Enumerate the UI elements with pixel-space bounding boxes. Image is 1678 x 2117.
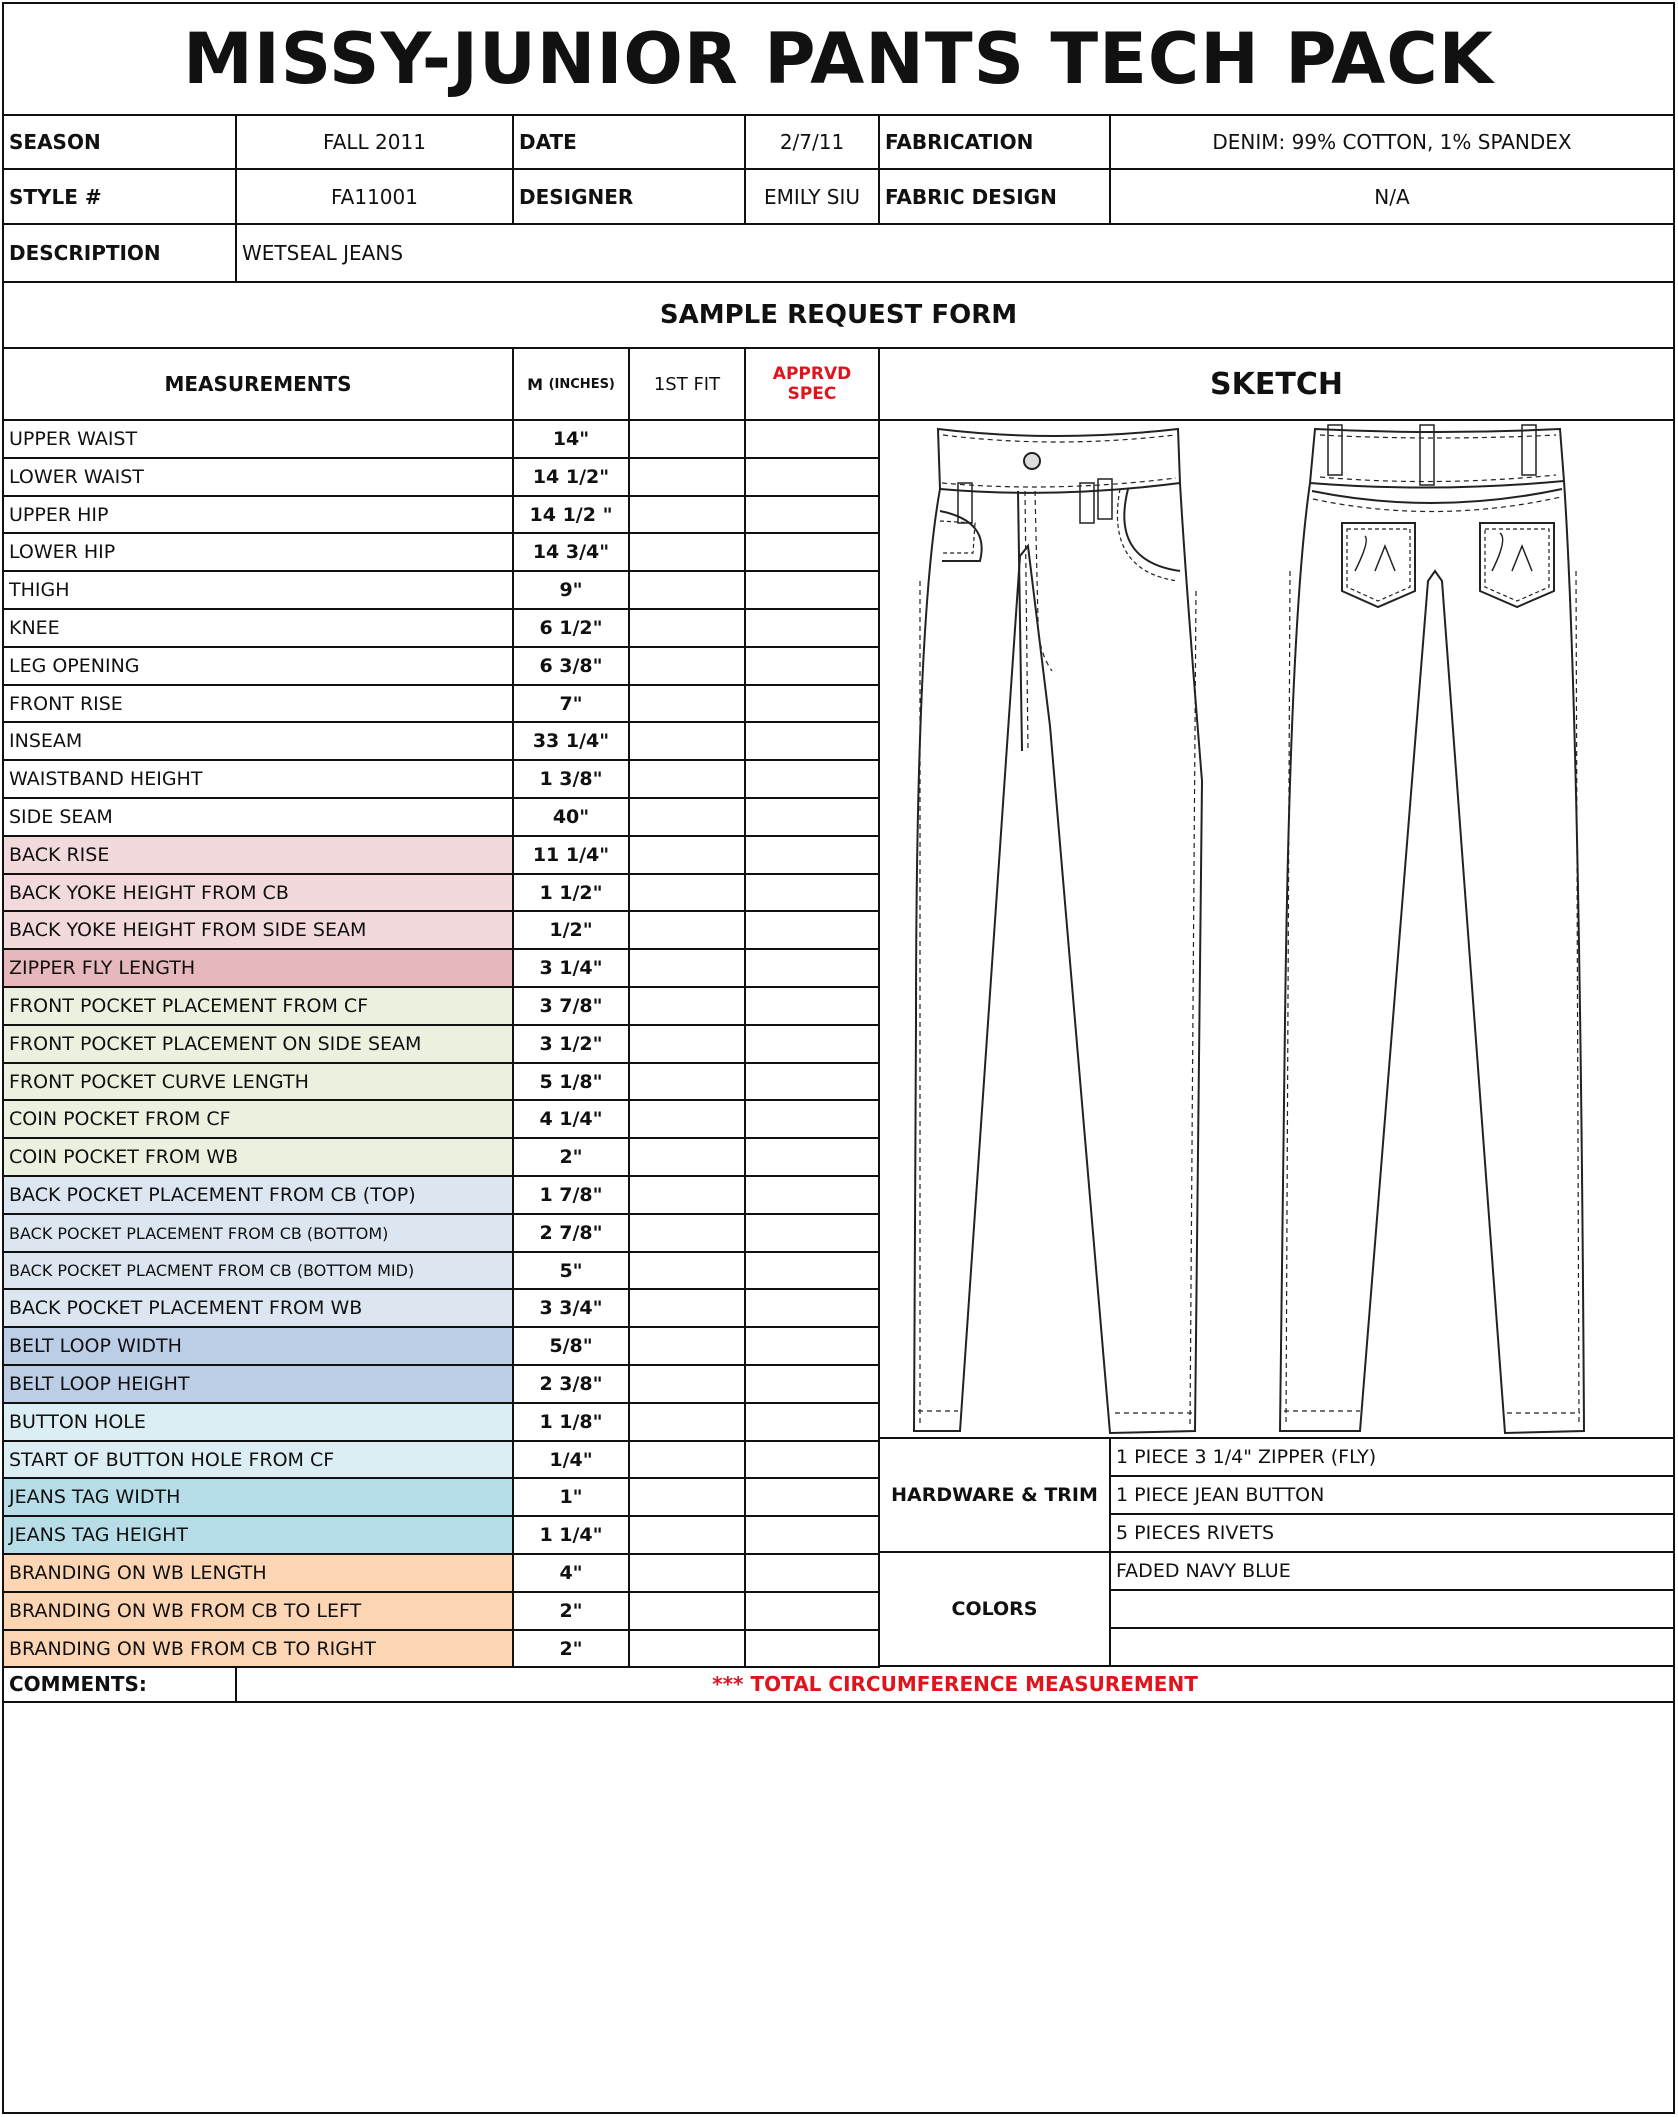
measurement-value: 5/8" xyxy=(514,1328,630,1366)
approved-spec-cell[interactable] xyxy=(746,610,880,648)
first-fit-cell[interactable] xyxy=(630,875,746,912)
approved-spec-cell[interactable] xyxy=(746,1064,880,1101)
approved-spec-cell[interactable] xyxy=(746,1479,880,1517)
hardware-item: 1 PIECE JEAN BUTTON xyxy=(1111,1477,1673,1515)
colors-label: COLORS xyxy=(880,1553,1111,1667)
measurement-name: UPPER WAIST xyxy=(4,421,514,459)
measurement-name: FRONT RISE xyxy=(4,686,514,723)
approved-spec-header xyxy=(746,349,880,421)
measurement-name: INSEAM xyxy=(4,723,514,761)
first-fit-cell[interactable] xyxy=(630,1064,746,1101)
designer-value: EMILY SIU xyxy=(746,170,880,225)
measurement-name: BACK POCKET PLACEMENT FROM CB (TOP) xyxy=(4,1177,514,1215)
measurement-name: FRONT POCKET PLACEMENT ON SIDE SEAM xyxy=(4,1026,514,1064)
season-value: FALL 2011 xyxy=(237,116,514,170)
measurement-name: BELT LOOP WIDTH xyxy=(4,1328,514,1366)
approved-spec-cell[interactable] xyxy=(746,1139,880,1177)
measurement-name: BELT LOOP HEIGHT xyxy=(4,1366,514,1404)
color-item xyxy=(1111,1591,1673,1629)
approved-spec-cell[interactable] xyxy=(746,421,880,459)
measurement-name: KNEE xyxy=(4,610,514,648)
sketch-area xyxy=(880,421,1673,1439)
measurement-value: 9" xyxy=(514,572,630,610)
measurement-value: 1" xyxy=(514,1479,630,1517)
approved-spec-cell[interactable] xyxy=(746,1328,880,1366)
measurement-name: UPPER HIP xyxy=(4,497,514,534)
measurements-header: MEASUREMENTS xyxy=(4,349,514,421)
color-item: FADED NAVY BLUE xyxy=(1111,1553,1673,1591)
form-title: SAMPLE REQUEST FORM xyxy=(4,283,1673,349)
measurement-name: COIN POCKET FROM CF xyxy=(4,1101,514,1139)
tech-pack-sheet xyxy=(2,2,1675,2114)
first-fit-cell[interactable] xyxy=(630,572,746,610)
measurement-name: COIN POCKET FROM WB xyxy=(4,1139,514,1177)
measurement-name: BRANDING ON WB FROM CB TO LEFT xyxy=(4,1593,514,1631)
first-fit-cell[interactable] xyxy=(630,648,746,686)
measurement-name: THIGH xyxy=(4,572,514,610)
first-fit-cell[interactable] xyxy=(630,1593,746,1631)
first-fit-cell[interactable] xyxy=(630,1631,746,1668)
measurement-name: BACK YOKE HEIGHT FROM CB xyxy=(4,875,514,912)
first-fit-cell[interactable] xyxy=(630,723,746,761)
hardware-item: 1 PIECE 3 1/4" ZIPPER (FLY) xyxy=(1111,1439,1673,1477)
color-item xyxy=(1111,1629,1673,1667)
measurement-value: 4" xyxy=(514,1555,630,1593)
approved-spec-cell[interactable] xyxy=(746,1593,880,1631)
measurement-value: 7" xyxy=(514,686,630,723)
first-fit-cell[interactable] xyxy=(630,610,746,648)
measurement-name: BUTTON HOLE xyxy=(4,1404,514,1442)
first-fit-cell[interactable] xyxy=(630,1328,746,1366)
measurement-value: 2 7/8" xyxy=(514,1215,630,1253)
description-value: WETSEAL JEANS xyxy=(237,225,1673,283)
measurement-value: 1/4" xyxy=(514,1442,630,1479)
first-fit-cell[interactable] xyxy=(630,1177,746,1215)
first-fit-cell[interactable] xyxy=(630,1555,746,1593)
measurement-value: 11 1/4" xyxy=(514,837,630,875)
measurement-value: 4 1/4" xyxy=(514,1101,630,1139)
approved-spec-cell[interactable] xyxy=(746,1517,880,1555)
measurement-value: 3 1/2" xyxy=(514,1026,630,1064)
measurement-value: 14 1/2 " xyxy=(514,497,630,534)
comments-area[interactable] xyxy=(4,1703,1673,2112)
front-view-sketch xyxy=(914,429,1202,1433)
measurement-value: 1 3/8" xyxy=(514,761,630,799)
approved-spec-cell[interactable] xyxy=(746,988,880,1026)
measurement-value: 1 7/8" xyxy=(514,1177,630,1215)
measurement-value: 3 7/8" xyxy=(514,988,630,1026)
measurement-name: BACK POCKET PLACEMENT FROM CB (BOTTOM) xyxy=(4,1215,514,1253)
approved-spec-cell[interactable] xyxy=(746,1253,880,1290)
measurement-name: FRONT POCKET PLACEMENT FROM CF xyxy=(4,988,514,1026)
approved-spec-cell[interactable] xyxy=(746,875,880,912)
approved-spec-cell[interactable] xyxy=(746,1290,880,1328)
measurement-name: LOWER HIP xyxy=(4,534,514,572)
measurement-name: FRONT POCKET CURVE LENGTH xyxy=(4,1064,514,1101)
approved-spec-cell[interactable] xyxy=(746,912,880,950)
approved-spec-cell[interactable] xyxy=(746,1215,880,1253)
measurement-value: 40" xyxy=(514,799,630,837)
approved-spec-cell[interactable] xyxy=(746,459,880,497)
measurement-name: LEG OPENING xyxy=(4,648,514,686)
approved-spec-cell[interactable] xyxy=(746,950,880,988)
measurement-name: LOWER WAIST xyxy=(4,459,514,497)
first-fit-cell[interactable] xyxy=(630,1101,746,1139)
size-unit: (INCHES) xyxy=(548,376,615,392)
designer-label: DESIGNER xyxy=(514,170,746,225)
measurement-name: SIDE SEAM xyxy=(4,799,514,837)
approved-spec-cell[interactable] xyxy=(746,1101,880,1139)
approved-spec-cell[interactable] xyxy=(746,1177,880,1215)
measurement-value: 5 1/8" xyxy=(514,1064,630,1101)
approved-spec-cell[interactable] xyxy=(746,837,880,875)
measurement-value: 1/2" xyxy=(514,912,630,950)
approved-spec-cell[interactable] xyxy=(746,799,880,837)
measurement-name: START OF BUTTON HOLE FROM CF xyxy=(4,1442,514,1479)
measurement-value: 2 3/8" xyxy=(514,1366,630,1404)
first-fit-cell[interactable] xyxy=(630,686,746,723)
first-fit-cell[interactable] xyxy=(630,1253,746,1290)
measurement-value: 14" xyxy=(514,421,630,459)
first-fit-cell[interactable] xyxy=(630,1479,746,1517)
measurement-value: 1 1/8" xyxy=(514,1404,630,1442)
measurement-name: BACK YOKE HEIGHT FROM SIDE SEAM xyxy=(4,912,514,950)
approved-spec-cell[interactable] xyxy=(746,534,880,572)
first-fit-cell[interactable] xyxy=(630,1215,746,1253)
sketch-header: SKETCH xyxy=(880,349,1673,421)
measurement-name: BACK RISE xyxy=(4,837,514,875)
approved-spec-cell[interactable] xyxy=(746,1026,880,1064)
style-value: FA11001 xyxy=(237,170,514,225)
measurement-value: 3 1/4" xyxy=(514,950,630,988)
style-label: STYLE # xyxy=(4,170,237,225)
first-fit-cell[interactable] xyxy=(630,534,746,572)
first-fit-cell[interactable] xyxy=(630,988,746,1026)
approved-spec-cell[interactable] xyxy=(746,648,880,686)
measurement-value: 14 1/2" xyxy=(514,459,630,497)
approved-spec-cell[interactable] xyxy=(746,761,880,799)
approved-spec-cell[interactable] xyxy=(746,1555,880,1593)
approved-spec-cell[interactable] xyxy=(746,1442,880,1479)
date-label: DATE xyxy=(514,116,746,170)
date-value: 2/7/11 xyxy=(746,116,880,170)
first-fit-cell[interactable] xyxy=(630,497,746,534)
measurement-name: JEANS TAG WIDTH xyxy=(4,1479,514,1517)
first-fit-cell[interactable] xyxy=(630,1404,746,1442)
approved-line1: APPRVD xyxy=(772,364,852,384)
first-fit-header: 1ST FIT xyxy=(630,349,746,421)
fabric-design-value: N/A xyxy=(1111,170,1673,225)
hardware-item: 5 PIECES RIVETS xyxy=(1111,1515,1673,1553)
first-fit-cell[interactable] xyxy=(630,421,746,459)
approved-spec-cell[interactable] xyxy=(746,497,880,534)
season-label: SEASON xyxy=(4,116,237,170)
measurement-value: 2" xyxy=(514,1593,630,1631)
measurement-name: JEANS TAG HEIGHT xyxy=(4,1517,514,1555)
page-title: MISSY-JUNIOR PANTS TECH PACK xyxy=(4,4,1673,116)
measurement-value: 5" xyxy=(514,1253,630,1290)
footnote: *** TOTAL CIRCUMFERENCE MEASUREMENT xyxy=(237,1667,1673,1703)
measurement-value: 14 3/4" xyxy=(514,534,630,572)
measurement-value: 1 1/4" xyxy=(514,1517,630,1555)
first-fit-cell[interactable] xyxy=(630,1517,746,1555)
approved-spec-cell[interactable] xyxy=(746,686,880,723)
description-label: DESCRIPTION xyxy=(4,225,237,283)
jeans-sketch xyxy=(880,421,1670,1436)
measurement-name: BRANDING ON WB LENGTH xyxy=(4,1555,514,1593)
measurement-name: WAISTBAND HEIGHT xyxy=(4,761,514,799)
first-fit-cell[interactable] xyxy=(630,837,746,875)
measurement-value: 1 1/2" xyxy=(514,875,630,912)
first-fit-cell[interactable] xyxy=(630,912,746,950)
hardware-label: HARDWARE & TRIM xyxy=(880,1439,1111,1553)
first-fit-cell[interactable] xyxy=(630,1442,746,1479)
first-fit-cell[interactable] xyxy=(630,950,746,988)
first-fit-cell[interactable] xyxy=(630,761,746,799)
fabrication-label: FABRICATION xyxy=(880,116,1111,170)
fabrication-value: DENIM: 99% COTTON, 1% SPANDEX xyxy=(1111,116,1673,170)
measurement-value: 3 3/4" xyxy=(514,1290,630,1328)
approved-spec-cell[interactable] xyxy=(746,1366,880,1404)
first-fit-cell[interactable] xyxy=(630,799,746,837)
measurement-value: 6 1/2" xyxy=(514,610,630,648)
back-view-sketch xyxy=(1280,425,1584,1433)
size-header xyxy=(514,349,630,421)
first-fit-cell[interactable] xyxy=(630,459,746,497)
approved-spec-cell[interactable] xyxy=(746,1404,880,1442)
first-fit-cell[interactable] xyxy=(630,1366,746,1404)
first-fit-cell[interactable] xyxy=(630,1290,746,1328)
approved-spec-cell[interactable] xyxy=(746,1631,880,1668)
measurement-value: 6 3/8" xyxy=(514,648,630,686)
comments-label: COMMENTS: xyxy=(4,1667,237,1703)
approved-line2: SPEC xyxy=(787,384,837,404)
measurement-value: 2" xyxy=(514,1631,630,1668)
measurement-name: BACK POCKET PLACEMENT FROM WB xyxy=(4,1290,514,1328)
measurement-name: ZIPPER FLY LENGTH xyxy=(4,950,514,988)
first-fit-cell[interactable] xyxy=(630,1026,746,1064)
measurement-value: 33 1/4" xyxy=(514,723,630,761)
measurement-value: 2" xyxy=(514,1139,630,1177)
first-fit-cell[interactable] xyxy=(630,1139,746,1177)
measurement-name: BACK POCKET PLACMENT FROM CB (BOTTOM MID) xyxy=(4,1253,514,1290)
measurement-name: BRANDING ON WB FROM CB TO RIGHT xyxy=(4,1631,514,1668)
approved-spec-cell[interactable] xyxy=(746,572,880,610)
size-label: M xyxy=(527,374,544,394)
approved-spec-cell[interactable] xyxy=(746,723,880,761)
fabric-design-label: FABRIC DESIGN xyxy=(880,170,1111,225)
